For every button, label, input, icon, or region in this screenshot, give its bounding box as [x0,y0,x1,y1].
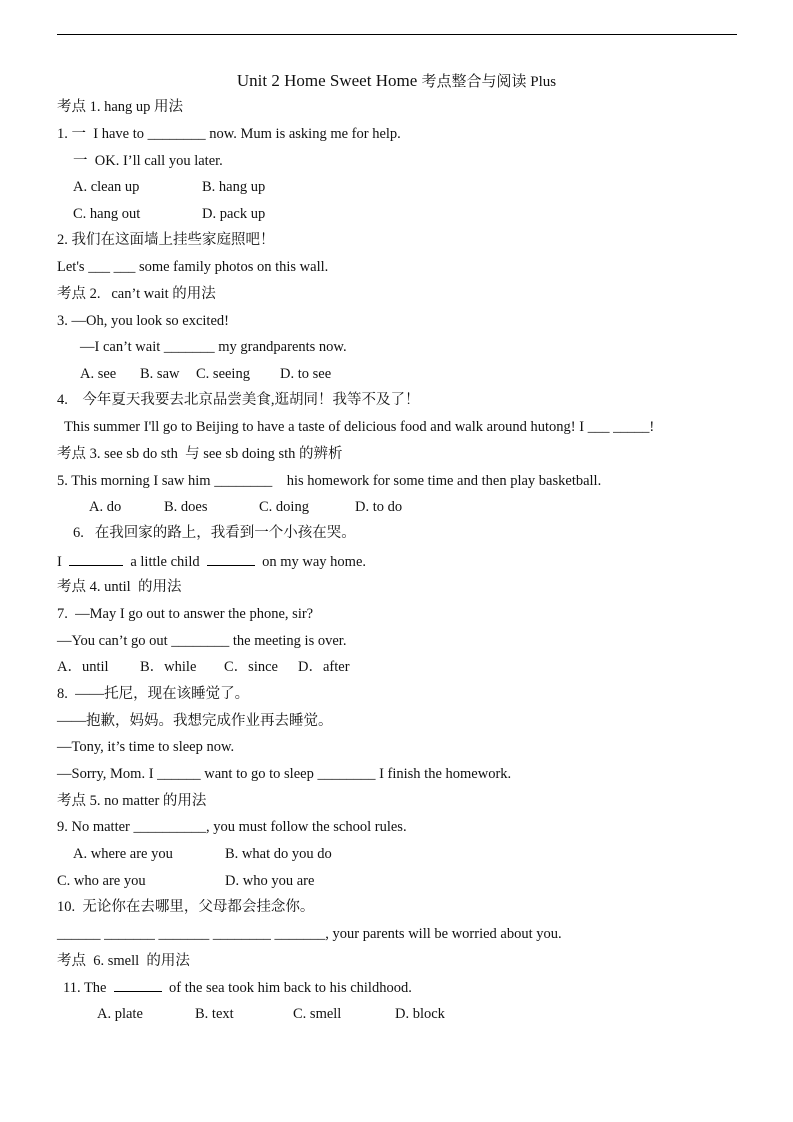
q9-option-c: C. who are you [57,873,146,889]
question-10-sentence: ______ _______ _______ ________ _______, your parents will be worried about you. [57,926,562,942]
question-9: 9. No matter __________, you must follow the school rules. [57,819,407,835]
question-4: 4. 今年夏天我要去北京品尝美食,逛胡同！我等不及了！ [57,392,420,408]
key-point-3: 考点 3. see sb do sth 与 see sb doing sth 的辨析 [57,446,343,462]
page-title [0,70,793,91]
q7-option-c: C．since [224,659,278,675]
key-point-2: 考点 2. can’t wait 的用法 [57,286,216,302]
q11-option-c: C. smell [293,1006,342,1022]
q11-option-d: D. block [395,1006,445,1022]
question-2: 2. 我们在这面墙上挂些家庭照吧！ [57,232,275,248]
question-8-reply-en: —Sorry, Mom. I ______ want to go to sleep ________ I finish the homework. [57,766,512,782]
title-zh: 考点整合与阅读 Plus [421,74,557,90]
question-10: 10. 无论你在去哪里，父母都会挂念你。 [57,899,315,915]
q5-option-d: D. to do [355,499,403,515]
title-en: Unit 2 Home Sweet Home [236,71,418,90]
q3-option-b: B. saw [140,366,180,382]
q1-option-c: C. hang out [73,206,141,222]
q5-option-c: C. doing [259,499,309,515]
q7-option-a: A．until [57,659,109,675]
q6-part-3: on my way home. [262,554,367,570]
q3-option-d: D. to see [280,366,332,382]
q9-option-d: D. who you are [225,873,315,889]
q5-option-a: A. do [89,499,122,515]
key-point-4: 考点 4. until 的用法 [57,579,182,595]
q6-part-1: I [57,554,62,570]
q1-option-a: A. clean up [73,179,140,195]
key-point-1: 考点 1. hang up 用法 [57,99,184,115]
question-7: 7. —May I go out to answer the phone, sir? [57,606,314,622]
q11-blank [114,978,162,992]
question-3: 3. —Oh, you look so excited! [57,313,229,329]
q11-part-1: 11. The [63,980,107,996]
question-5: 5. This morning I saw him ________ his homework for some time and then play basketball. [57,473,602,489]
question-1-reply: 一 OK. I’ll call you later. [73,153,223,169]
question-6-sentence [57,552,366,571]
key-point-5: 考点 5. no matter 的用法 [57,793,207,809]
question-8-line-en: —Tony, it’s time to sleep now. [57,739,235,755]
q1-option-d: D. pack up [202,206,266,222]
question-11 [63,978,412,997]
q11-option-b: B. text [195,1006,234,1022]
q3-option-c: C. seeing [196,366,250,382]
q11-option-a: A. plate [97,1006,143,1022]
question-7-reply: —You can’t go out ________ the meeting is over. [57,633,347,649]
q11-part-2: of the sea took him back to his childhood. [169,980,412,996]
question-2-sentence: Let's ___ ___ some family photos on this wall. [57,259,329,275]
question-8: 8. ——托尼，现在该睡觉了。 [57,686,250,702]
q7-option-b: B．while [140,659,197,675]
q6-part-2: a little child [130,554,200,570]
q6-blank-1 [69,552,123,566]
q7-option-d: D．after [298,659,350,675]
q9-option-b: B. what do you do [225,846,332,862]
q6-blank-2 [207,552,255,566]
q5-option-b: B. does [164,499,208,515]
question-8-reply-zh: ——抱歉，妈妈。我想完成作业再去睡觉。 [57,713,333,729]
q9-option-a: A. where are you [73,846,173,862]
top-rule [57,34,737,35]
key-point-6: 考点 6. smell 的用法 [57,953,190,969]
question-1: 1. 一 I have to ________ now. Mum is asking me for help. [57,126,401,142]
q1-option-b: B. hang up [202,179,266,195]
question-6: 6. 在我回家的路上，我看到一个小孩在哭。 [73,525,356,541]
q3-option-a: A. see [80,366,117,382]
question-4-sentence: This summer I'll go to Beijing to have a taste of delicious food and walk around hutong! I ___ _____! [64,419,655,435]
question-3-reply: —I can’t wait _______ my grandparents now. [80,339,347,355]
